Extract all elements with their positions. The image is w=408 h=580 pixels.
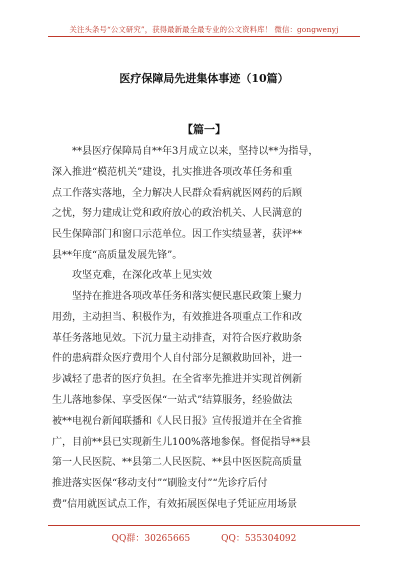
paragraph-line: 点工作落实落地，全力解决人民群众看病就医网药的后顾 — [52, 187, 302, 199]
paragraph-line: 用劲，主动担当、积极作为，有效推进各项重点工作和改 — [52, 311, 302, 323]
paragraph-2 — [52, 287, 354, 516]
section-heading: 【篇一】 — [182, 123, 226, 136]
paragraph-line: 革任务落地见效。下沉力量主动排查，对符合医疗救助条 — [52, 332, 302, 344]
paragraph-line: 件的患病群众医疗费用个人自付部分足额救助回补，进一 — [52, 353, 302, 365]
paragraph-line: **县医疗保障局自**年3月成立以来，坚持以**为指导， — [72, 146, 319, 157]
paragraph-line: 被**电视台新闻联播和《人民日报》宣传报道并在全省推 — [52, 415, 302, 427]
paragraph-line: 步减轻了患者的医疗负担。在全省率先推进并实现首例新 — [52, 374, 302, 386]
paragraph-1 — [52, 142, 354, 267]
promo-header: 关注头条号“公文研究”，获得最新最全最专业的公文资料库！ 微信：gongwenyj — [69, 25, 339, 34]
paragraph-line: 广，目前**县已实现新生儿100%落地参保。督促指导**县 — [52, 436, 311, 448]
document-title: 医疗保障局先进集体事迹（10篇） — [119, 72, 289, 85]
paragraph-line: 县**年度“高质量发展先锋”。 — [52, 249, 183, 261]
footer-contact — [0, 531, 408, 544]
paragraph-line: 推进落实医保“移动支付”“刷脸支付”“先诊疗后付 — [52, 478, 268, 490]
paragraph-line: 深入推进“模范机关”建设，扎实推进各项改革任务和重 — [52, 166, 293, 178]
paragraph-line: 费”信用就医试点工作，有效拓展医保电子凭证应用场景 — [52, 498, 298, 510]
paragraph-line: 第一人民医院、**县第二人民医院、**县中医医院高质量 — [52, 457, 302, 469]
paragraph-line: 坚持在推进各项改革任务和落实便民惠民政策上聚力 — [72, 291, 302, 302]
paragraph-line: 之忧，努力建成让党和政府放心的政治机关、人民满意的 — [52, 208, 302, 220]
paragraph-line: 生儿落地参保、享受医保“一站式”结算服务，经验做法 — [52, 394, 293, 406]
subheading — [52, 266, 354, 287]
subheading-text: 攻坚克难，在深化改革上见实效 — [72, 270, 212, 281]
qq-number: QQ：535304092 — [221, 534, 297, 544]
paragraph-line: 民生保障部门和窗口示范单位。因工作实绩显著，获评** — [52, 229, 302, 241]
header-divider — [48, 36, 360, 37]
qq-group: QQ群：30265665 — [111, 534, 191, 544]
footer-divider — [48, 525, 360, 526]
